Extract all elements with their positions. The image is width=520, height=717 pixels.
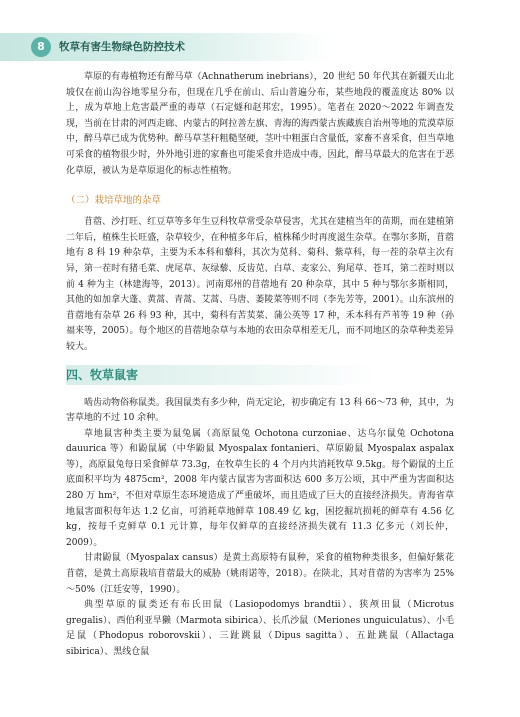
paragraph-alfalfa-weeds: 苜蓿、沙打旺、红豆草等多年生豆科牧草常受杂草侵害，尤其在建植当年的苗期，而在建植第二年后，植株生长旺盛，杂草较少，在种植多年后，植株稀少时再度滋生杂草。在鄂尔多斯，苜蓿地有 8 科 19 种杂草，主要为禾本科和藜科，其次为苋科、菊科、紫草科，每一茬的杂草主次有异，第一茬时有猪毛菜、虎尾草、灰绿藜、反齿苋、白草、麦家公、狗尾草、苍耳，第二茬时则以前 4 种为主（林建海等，2013）。河南郑州的苜蓿地有 20 种杂草，其中 5 种与鄂尔多斯相同，其他的如加拿大蓬、黄蒿、青蒿、艾蒿、马唐、萎陵菜等则不同（李先芳等，2001）。山东滨州的苜蓿地有杂草 26 科 93 种，其中，菊科有苦荬菜、蒲公英等 17 种，禾本科有芦苇等 19 种（孙福来等，2005）。每个地区的苜蓿地杂草与本地的农田杂草相差无几，而不同地区的杂草种类差异较大。 — [66, 217, 454, 352]
paragraph-rodent-intro: 啮齿动物俗称鼠类。我国鼠类有多少种，尚无定论，初步确定有 13 科 66～73 种，其中，为害草地的不过 10 余种。 — [66, 397, 454, 424]
paragraph-rodent-species: 草地鼠害种类主要为鼠兔属（高原鼠兔 Ochotona curzoniae、达乌尔鼠兔 Ochotona dauurica 等）和鼢鼠属（中华鼢鼠 Myospalax fontanieri、草原鼢鼠 Myospalax aspalax 等），高原鼠兔每日采食鲜草 73.3g，在牧草生长的 4 个月内共消耗牧草 9.5kg。每个鼢鼠的土丘底面积平均为 4875cm²，2008 年内蒙古鼠害为害面积达 600 多万公顷，其中严重为害面积达 280 万 hm²，不但对草原生态环境造成了严重破坏，而且造成了巨大的直接经济损失。青海省草地鼠害面积每年达 1.2 亿亩，可消耗草地鲜草 108.49 亿 kg，困挖掘坑损耗的鲜草有 4.56 亿 kg，按每千克鲜草 0.1 元计算，每年仅鲜草的直接经济损失就有 11.3 亿多元（刘长仲，2009）。 — [66, 428, 454, 548]
paragraph-gansu-zokor: 甘肃鼢鼠（Myospalax cansus）是黄土高原特有鼠种，采食的植物种类很多，但偏好紫花苜蓿，是黄土高原栽培苜蓿最大的威胁（姚雨诺等，2018）。在陕北，其对苜蓿的为害率为 25%～50%（江廷安等，1990）。 — [66, 553, 454, 595]
subheading-cultivated-weeds: （二）栽培草地的杂草 — [66, 195, 162, 207]
page-number-badge: 8 — [31, 37, 51, 57]
section-heading-text: 四、牧草鼠害 — [66, 367, 139, 382]
section-heading-rodents — [66, 365, 454, 385]
running-header — [0, 33, 520, 61]
page-body — [66, 70, 454, 661]
running-header-title: 牧草有害生物绿色防控技术 — [59, 41, 185, 53]
paragraph-steppe-rodents: 典型草原的鼠类还有布氏田鼠（Lasiopodomys brandtii）、狭颅田鼠（Microtus gregalis）、西伯利亚旱獭（Marmota sibirica）、长爪沙鼠（Meriones unguiculatus）、小毛足鼠（Phodopus roborovskii）、三趾跳鼠（Dipus sagitta）、五趾跳鼠（Allactaga sibirica）、黑线仓鼠 — [66, 600, 454, 657]
paragraph-toxic-plants: 草原的有毒植物还有醉马草（Achnatherum inebrians），20 世纪 50 年代其在新疆天山北坡仅在前山沟谷地零星分布，但现在几乎在前山、后山普遍分布，某些地段的覆盖度达 80% 以上，成为草地上危害最严重的毒草（石定燧和赵邦宏，1995）。笔者在 2020～2022 年调查发现，当前在甘肃的河西走廊、内蒙古的阿拉善左旗、青海的海西蒙古族藏族自治州等地的荒漠草原中，醉马草已成为优势种。醉马草茎秆粗糙坚硬，茎叶中粗蛋白含量低，家畜不喜采食，但当草地可采食的植物很少时，外外地引进的家畜也可能采食并造成中毒，因此，醉马草最大的危害在于恶化草原，被认为是草原退化的标志性植物。 — [66, 72, 454, 176]
